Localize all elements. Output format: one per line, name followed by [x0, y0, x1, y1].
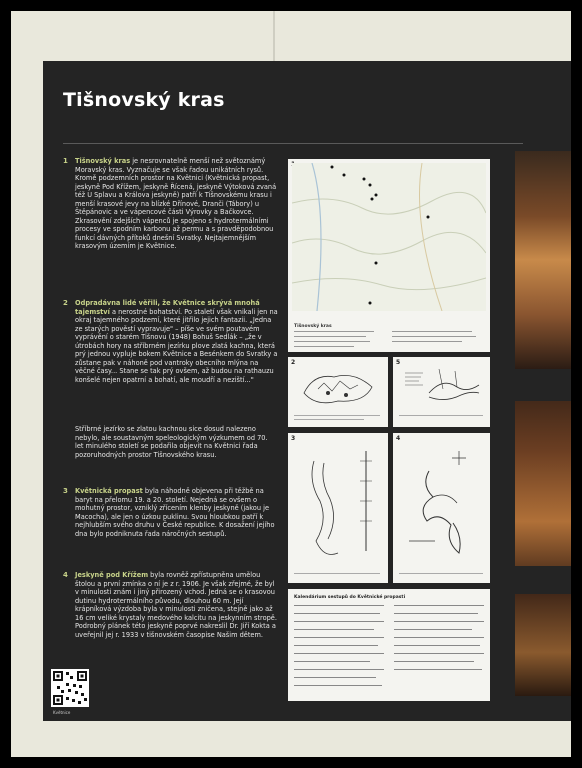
paragraph-lead: Tišnovský kras	[75, 157, 131, 165]
caption-line	[294, 415, 380, 416]
photo-divider	[515, 369, 571, 401]
legend-entry	[392, 331, 472, 332]
panel-number: 4	[396, 435, 401, 442]
paragraph-lead: Květnická propast	[75, 487, 143, 495]
paragraph-4	[63, 571, 278, 681]
table-row	[294, 605, 384, 606]
table-row	[294, 661, 370, 662]
paragraph-text: je nesrovnatelně menší než světoznámý Moravský kras. Vyznačuje se však řadou unikátních rysů. Kromě podzemních prostor na Květnici (Květnická propast, jeskyně Pod Křížem, jeskyně Řícená, jeskyně Výtoková zvaná též U Splavu a Králova jeskyně) patří k Tišnovskému krasu i menší krasové jevy na blízké Dřínové, Dranči (Tábory) u Štěpánovic a ve vápencové části Výrovky a Bačkovce. Zkrasovění zdejších vápenců je spojeno s hydrotermálními procesy ve spodním karbonu až permu a s pravděpodobnou funkcí dávných přítoků dnešní Svratky. Nejtajemnějším krasovým územím je Květnice.	[75, 157, 277, 250]
cave-plan-drawing	[294, 441, 382, 571]
cave-section-drawing	[399, 363, 485, 411]
table-row	[394, 661, 474, 662]
caption-line	[294, 573, 380, 574]
panel-number: 2	[291, 359, 296, 366]
paragraph-3	[63, 487, 278, 567]
table-title: Kalendárium sestupů do Květnické propasti	[294, 595, 406, 600]
legend-entry	[294, 336, 366, 337]
board-title: Tišnovský kras	[63, 89, 225, 111]
paragraph-number: 4	[63, 571, 68, 579]
caption-line	[399, 573, 483, 574]
table-row	[294, 645, 378, 646]
table-row	[294, 677, 376, 678]
table-row	[394, 669, 482, 670]
paragraph-number: 1	[63, 157, 68, 165]
paragraph-lead: Odpradávna lidé věřili, že Květnice skrývá mnohá tajemství	[75, 299, 260, 316]
table-row	[394, 653, 484, 654]
abyss-plan-drawing	[399, 441, 485, 571]
legend-entry	[392, 336, 476, 337]
paragraph-text: Stříbrné jezírko se zlatou kachnou sice dosud nalezeno nebylo, ale soustavným speleologickým výzkumem od 70. let minulého století se podařila objevit na Květnici řada pozoruhodných prostor Tišnovského krasu.	[75, 425, 268, 459]
paragraph-text: byla náhodně objevena při těžbě na baryt na přelomu 19. a 20. století. Nejedná se ovšem o mohutný prostor, vzniklý zřícením klenby jeskyně (jakou je Macocha), ale jen o úzkou puklinu. Svou hloubkou patří k nejhlubším svého druhu v České republice. K dosažení jejího dna bylo podniknuta řada náročných sestupů.	[75, 487, 275, 538]
table-row	[394, 613, 478, 614]
table-row	[294, 669, 384, 670]
title-divider	[63, 143, 523, 144]
paragraph-number: 2	[63, 299, 68, 307]
caption-line	[399, 415, 483, 416]
caption-line	[294, 419, 364, 420]
info-board	[43, 61, 571, 721]
table-row	[394, 621, 484, 622]
table-row	[294, 685, 382, 686]
table-row	[394, 605, 484, 606]
wall	[11, 11, 571, 757]
qr-caption: Květnice	[53, 710, 71, 715]
legend-entry	[294, 346, 354, 347]
panel-number: 3	[291, 435, 296, 442]
topographic-map	[292, 163, 486, 311]
legend-entry	[294, 331, 374, 332]
legend-entry	[294, 341, 370, 342]
panel-number: 5	[396, 359, 401, 366]
panel-cave-sketch	[288, 357, 388, 427]
paragraph-lead: Jeskyně pod Křížem	[75, 571, 149, 579]
paragraph-1	[63, 157, 278, 293]
map-panel	[288, 159, 490, 352]
paragraph-2b	[63, 425, 278, 477]
paragraph-text: byla rovněž zpřístupněna umělou štolou a první zmínka o ní je z r. 1906. Je však zřejmé, že byl v minulosti znám i jiný přirozený vchod. Jedná se o krasovou dutinu hydrotermálního původu, dlouhou 60 m. Její krápníková výzdoba byla v minulosti zničena, stejně jako až 16 cm veliké krystaly medového kalcitu na jeskynním stropě. Podrobný plánek této jeskyně poprvé nakreslil Dr. Jiří Kokta a uveřejnil jej r. 1933 v tišnovském časopise Našim dětem.	[75, 571, 277, 639]
wall-seam	[273, 11, 275, 61]
table-row	[294, 653, 384, 654]
panel-cave-section	[393, 357, 490, 427]
table-row	[294, 613, 380, 614]
table-row	[394, 637, 484, 638]
photo-divider	[515, 566, 571, 594]
table-row	[394, 645, 480, 646]
paragraph-2	[63, 299, 278, 419]
panel-calendar-table	[288, 589, 490, 701]
table-row	[294, 629, 374, 630]
cave-drawing	[294, 363, 382, 411]
map-legend-title: Tišnovský kras	[294, 324, 332, 329]
qr-code[interactable]	[51, 669, 89, 707]
cave-photo	[515, 151, 571, 696]
paragraph-text: a nerostné bohatství. Po staletí však vnikali jen na okraj tajemného podzemí, které jitřilo jejich fantazii. „Jedna ze starých pověstí vypravuje" – píše ve svém poutavém vyprávění o starém Tišnovu (1948) Bohuš Sedlák – „že v útrobách hory na stříbrném jezírku plove zlatá kachna, která prý jednou vypluje bokem Květnice a Besénkem do Svratky a zůstane pak v náhoně pod vantroky obecního mlýna na věčné časy... Stane se tak prý ovšem, až budou na rathauzu konšelé nejen opatrní a bohatí, ale moudří a neziští..."	[75, 307, 278, 384]
table-row	[294, 637, 384, 638]
panel-abyss-plan	[393, 433, 490, 583]
legend-entry	[392, 341, 462, 342]
table-row	[294, 621, 384, 622]
panel-cave-plan	[288, 433, 388, 583]
table-row	[394, 629, 472, 630]
paragraph-number: 3	[63, 487, 68, 495]
